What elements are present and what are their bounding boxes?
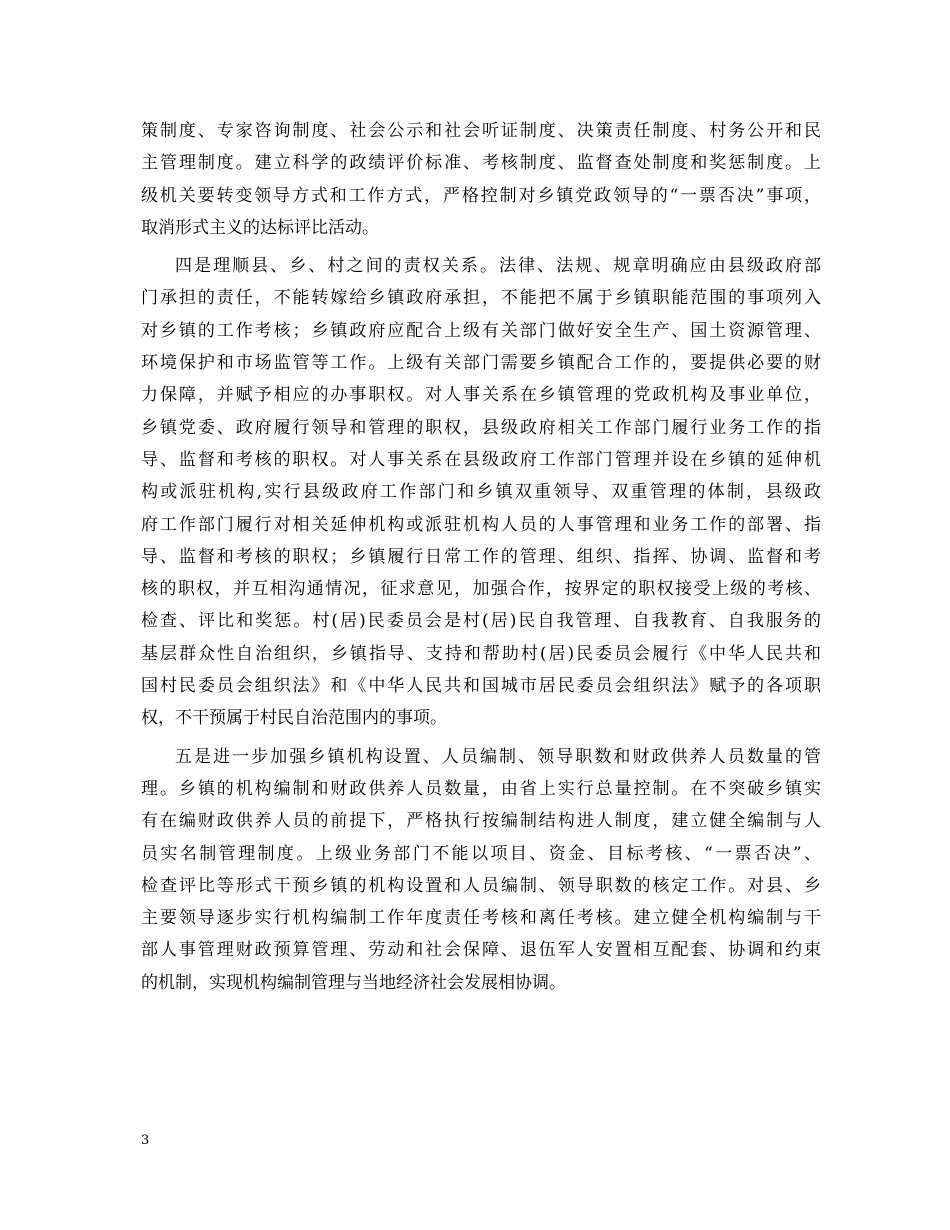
text-line: 基层群众性自治组织，乡镇指导、支持和帮助村(居)民委员会履行《中华人民共和 — [141, 643, 821, 664]
paragraph-2 — [141, 250, 821, 734]
text-line: 的机制，实现机构编制管理与当地经济社会发展相协调。 — [141, 972, 566, 993]
text-line: 检查、评比和奖惩。村(居)民委员会是村(居)民自我管理、自我教育、自我服务的 — [141, 611, 821, 632]
text-line: 构或派驻机构,实行县级政府工作部门和乡镇双重领导、双重管理的体制，县级政 — [141, 482, 821, 503]
text-line: 取消形式主义的达标评比活动。 — [141, 217, 379, 238]
text-line: 有在编财政供养人员的前提下，严格执行按编制结构进人制度，建立健全编制与人 — [141, 811, 821, 832]
text-line: 对乡镇的工作考核；乡镇政府应配合上级有关部门做好安全生产、国土资源管理、 — [141, 320, 821, 341]
body-text — [141, 115, 821, 999]
text-line: 权，不干预属于村民自治范围内的事项。 — [141, 708, 447, 729]
text-line: 策制度、专家咨询制度、社会公示和社会听证制度、决策责任制度、村务公开和民 — [141, 121, 821, 141]
paragraph-1 — [141, 115, 821, 244]
text-line: 级机关要转变领导方式和工作方式，严格控制对乡镇党政领导的“一票否决”事项， — [141, 185, 821, 206]
text-line: 门承担的责任，不能转嫁给乡镇政府承担，不能把不属于乡镇职能范围的事项列入 — [141, 288, 821, 309]
text-line: 国村民委员会组织法》和《中华人民共和国城市居民委员会组织法》赋予的各项职 — [141, 676, 821, 697]
text-line: 主管理制度。建立科学的政绩评价标准、考核制度、监督查处制度和奖惩制度。上 — [141, 153, 821, 174]
text-line: 力保障，并赋予相应的办事职权。对人事关系在乡镇管理的党政机构及事业单位， — [141, 385, 821, 406]
page-number: 3 — [141, 1133, 150, 1148]
text-line: 部人事管理财政预算管理、劳动和社会保障、退伍军人安置相互配套、协调和约束 — [141, 940, 821, 961]
text-line: 乡镇党委、政府履行领导和管理的职权，县级政府相关工作部门履行业务工作的指 — [141, 417, 821, 438]
text-line: 四是理顺县、乡、村之间的责权关系。法律、法规、规章明确应由县级政府部 — [175, 256, 821, 277]
text-line: 导、监督和考核的职权。对人事关系在县级政府工作部门管理并设在乡镇的延伸机 — [141, 449, 821, 470]
text-line: 主要领导逐步实行机构编制工作年度责任考核和离任考核。建立健全机构编制与干 — [141, 908, 821, 929]
text-line: 核的职权，并互相沟通情况，征求意见，加强合作，按界定的职权接受上级的考核、 — [141, 579, 821, 600]
text-line: 五是进一步加强乡镇机构设置、人员编制、领导职数和财政供养人员数量的管 — [175, 746, 821, 767]
paragraph-3 — [141, 741, 821, 999]
text-line: 导、监督和考核的职权；乡镇履行日常工作的管理、组织、指挥、协调、监督和考 — [141, 546, 821, 567]
text-line: 环境保护和市场监管等工作。上级有关部门需要乡镇配合工作的，要提供必要的财 — [141, 353, 821, 374]
text-line: 理。乡镇的机构编制和财政供养人员数量，由省上实行总量控制。在不突破乡镇实 — [141, 778, 821, 799]
text-line: 府工作部门履行对相关延伸机构或派驻机构人员的人事管理和业务工作的部署、指 — [141, 514, 821, 535]
text-line: 员实名制管理制度。上级业务部门不能以项目、资金、目标考核、“一票否决”、 — [141, 843, 821, 864]
text-line: 检查评比等形式干预乡镇的机构设置和人员编制、领导职数的核定工作。对县、乡 — [141, 875, 821, 896]
